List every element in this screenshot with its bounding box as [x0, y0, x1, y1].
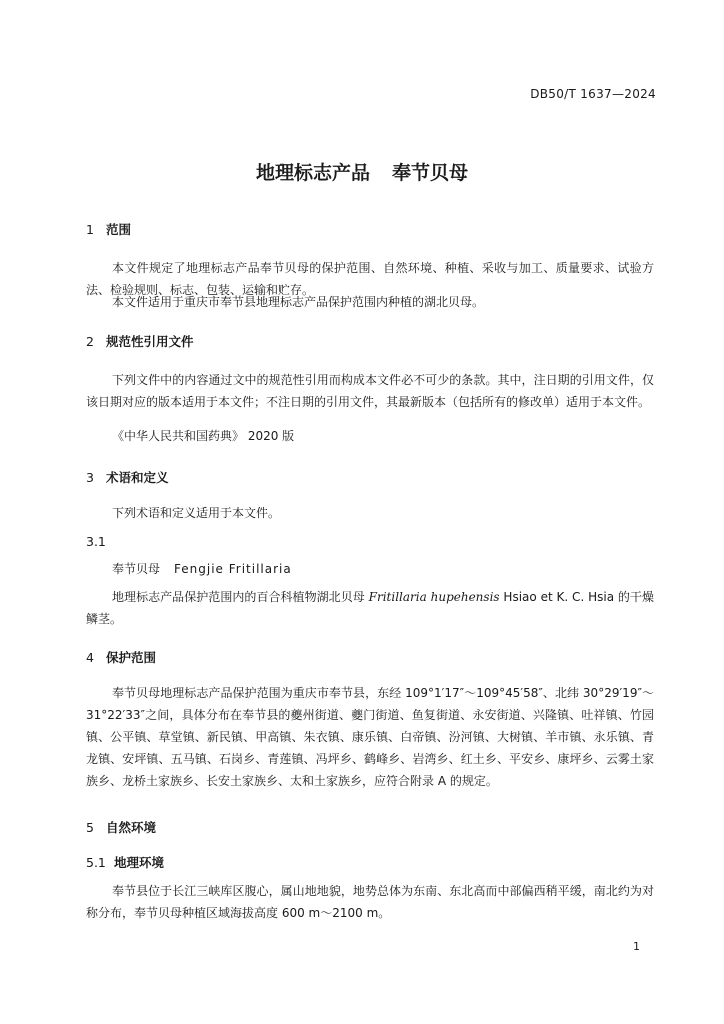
page-title — [0, 158, 724, 185]
latin-name: Fritillaria hupehensis — [368, 590, 500, 604]
definition-text-pre: 地理标志产品保护范围内的百合科植物湖北贝母 — [112, 590, 369, 604]
term-chinese: 奉节贝母 — [112, 562, 161, 576]
subsection-number: 3.1 — [86, 534, 106, 549]
definition-text-post: Hsiao et K. C. Hsia 的干燥鳞茎。 — [86, 590, 654, 626]
subsection-5-1-heading — [86, 853, 164, 871]
section-number: 2 — [86, 334, 94, 349]
subsection-number: 5.1 — [86, 855, 106, 870]
section-title: 保护范围 — [106, 650, 157, 665]
section-1-paragraph-2: 本文件适用于重庆市奉节县地理标志产品保护范围内种植的湖北贝母。 — [112, 295, 485, 309]
section-number: 1 — [86, 222, 94, 237]
section-3-paragraph-1: 下列术语和定义适用于本文件。 — [112, 506, 281, 520]
section-number: 3 — [86, 470, 94, 485]
section-5-1-paragraph-1: 奉节县位于长江三峡库区腹心，属山地地貌，地势总体为东南、东北高而中部偏西稍平缓，南北约为对称分布，奉节贝母种植区域海拔高度 600 m～2100 m。 — [86, 884, 654, 920]
section-1-heading — [86, 220, 131, 238]
subsection-title: 地理环境 — [114, 855, 165, 870]
section-2-heading — [86, 332, 194, 350]
section-title: 规范性引用文件 — [106, 334, 194, 349]
section-1-paragraph-1: 本文件规定了地理标志产品奉节贝母的保护范围、自然环境、种植、采收与加工、质量要求、试验方法、检验规则、标志、包装、运输和贮存。 — [86, 261, 654, 297]
section-2-paragraph-1: 下列文件中的内容通过文中的规范性引用而构成本文件必不可少的条款。其中，注日期的引用文件，仅该日期对应的版本适用于本文件；不注日期的引用文件，其最新版本（包括所有的修改单）适用于本文件。 — [86, 373, 654, 409]
title-part-2: 奉节贝母 — [392, 162, 469, 184]
term-definition — [86, 586, 654, 630]
section-title: 自然环境 — [106, 820, 157, 835]
section-title: 范围 — [106, 222, 132, 237]
subsection-3-1-number — [86, 534, 106, 549]
page-number: 1 — [633, 940, 640, 953]
section-4-heading — [86, 648, 156, 666]
section-number: 5 — [86, 820, 94, 835]
section-4-paragraph-1: 奉节贝母地理标志产品保护范围为重庆市奉节县，东经 109°1′17″～109°45′58″、北纬 30°29′19″～31°22′33″之间，具体分布在奉节县的夔州街道、夔门街道、鱼复街道、永安街道、兴隆镇、吐祥镇、竹园镇、公平镇、草堂镇、新民镇、甲高镇、朱衣镇、康乐镇、白帝镇、汾河镇、大树镇、羊市镇、永乐镇、青龙镇、安坪镇、五马镇、石岗乡、青莲镇、冯坪乡、鹤峰乡、岩湾乡、红土乡、平安乡、康坪乡、云雾土家族乡、龙桥土家族乡、长安土家族乡、太和土家族乡，应符合附录 A 的规定。 — [86, 686, 654, 788]
term-english: Fengjie Fritillaria — [174, 562, 292, 576]
section-number: 4 — [86, 650, 94, 665]
standard-code: DB50/T 1637—2024 — [530, 87, 656, 101]
section-5-heading — [86, 818, 156, 836]
title-part-1: 地理标志产品 — [255, 162, 370, 184]
section-2-reference: 《中华人民共和国药典》 2020 版 — [112, 429, 295, 443]
section-3-heading — [86, 468, 169, 486]
term-entry — [112, 560, 292, 577]
section-title: 术语和定义 — [106, 470, 169, 485]
